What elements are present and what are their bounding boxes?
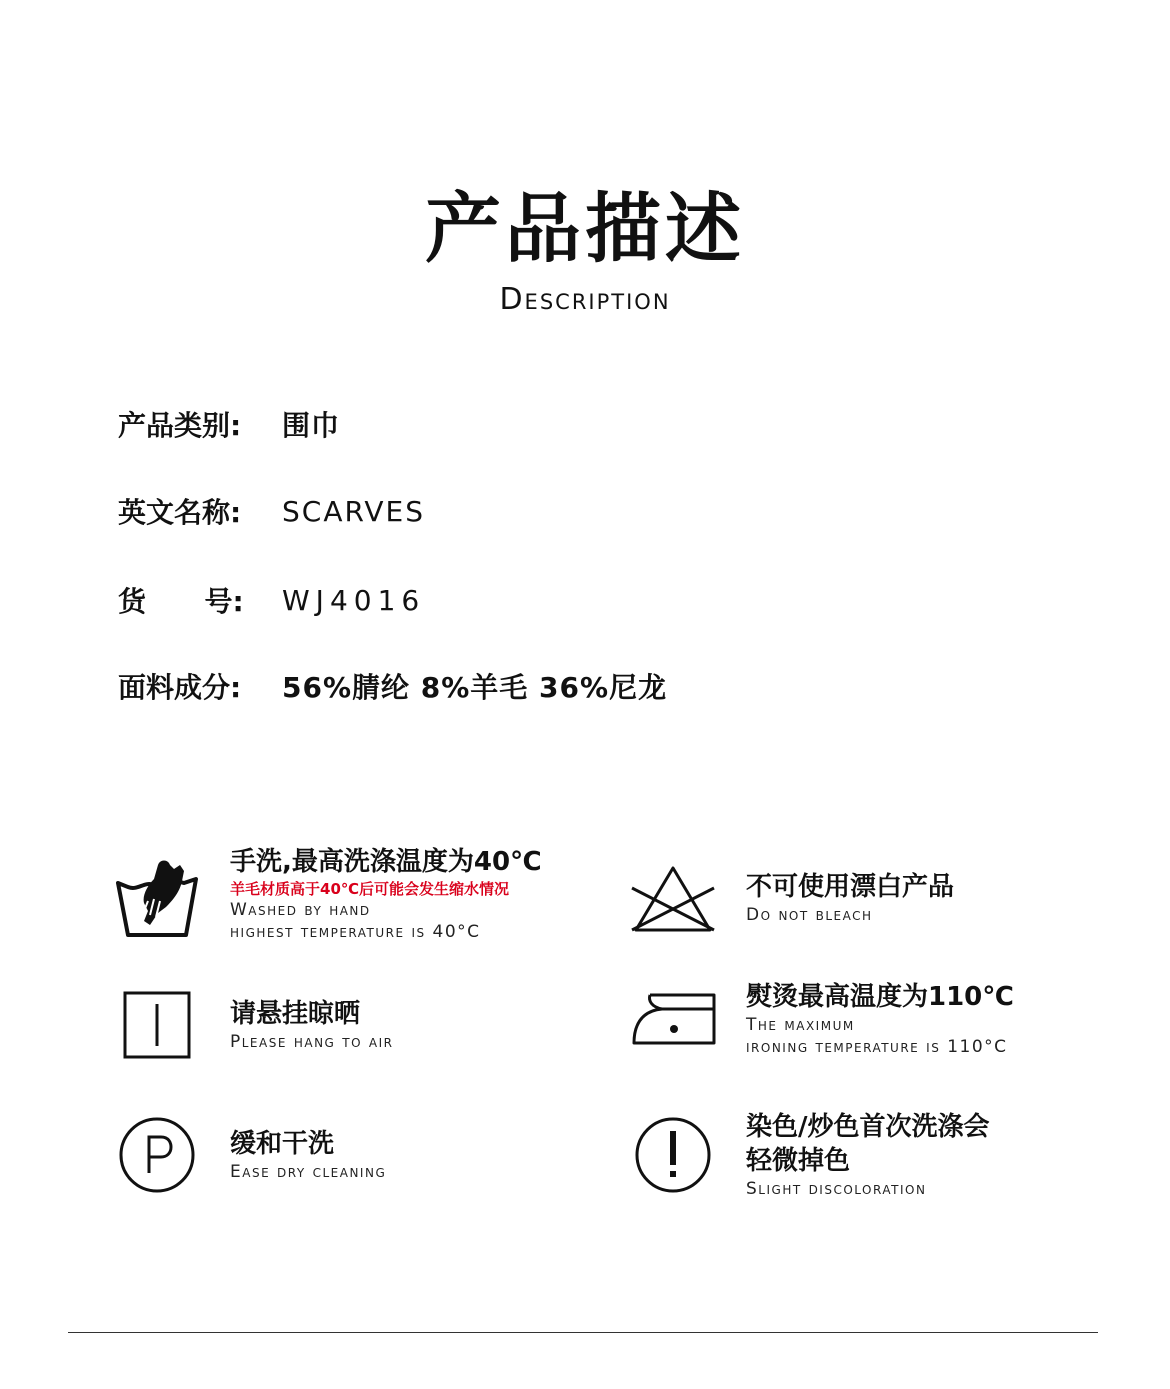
care-en-line1: Please hang to air — [230, 1032, 394, 1052]
spec-label: 货 号: — [118, 585, 244, 618]
spec-value: 围巾 — [282, 409, 341, 442]
care-dry-clean — [112, 1110, 386, 1200]
care-title-line1: 染色/炒色首次洗涤会 — [746, 1112, 990, 1142]
care-en-line2: ironing temperature is 110°C — [746, 1037, 1008, 1057]
spec-fabric — [118, 666, 667, 706]
spec-label: 英文名称: — [118, 496, 242, 529]
care-hang-dry — [112, 980, 394, 1070]
spec-label: 面料成分: — [118, 671, 242, 704]
care-title: 手洗,最高洗涤温度为40℃ — [230, 847, 542, 877]
care-title: 熨烫最高温度为110℃ — [746, 982, 1014, 1012]
hand-wash-icon — [112, 849, 202, 939]
care-en-line2: highest temperature is 40°C — [230, 922, 481, 942]
spec-value: WJ4016 — [282, 583, 426, 617]
iron-icon — [628, 974, 718, 1064]
care-en-line1: Ease dry cleaning — [230, 1162, 387, 1182]
care-title: 不可使用漂白产品 — [746, 872, 955, 902]
care-discoloration — [628, 1110, 990, 1200]
no-bleach-icon — [628, 853, 718, 943]
care-iron — [628, 974, 1014, 1064]
hang-dry-icon — [112, 980, 202, 1070]
spec-value: SCARVES — [282, 494, 426, 528]
care-en-line1: Washed by hand — [230, 900, 371, 920]
care-hand-wash — [112, 845, 542, 943]
page-subtitle: Description — [499, 282, 671, 317]
care-warning: 羊毛材质高于40℃后可能会发生缩水情况 — [230, 880, 510, 898]
spec-category — [118, 404, 340, 444]
care-title-line2: 轻微掉色 — [746, 1146, 851, 1176]
care-en-line1: The maximum — [746, 1015, 855, 1035]
spec-item-number — [118, 580, 425, 620]
care-title: 缓和干洗 — [230, 1129, 335, 1159]
dry-clean-p-icon — [112, 1110, 202, 1200]
care-no-bleach — [628, 853, 954, 943]
page-title: 产品描述 — [425, 184, 745, 273]
care-en-line1: Do not bleach — [746, 905, 873, 925]
bottom-divider — [68, 1332, 1098, 1333]
care-title: 请悬挂晾晒 — [230, 999, 361, 1029]
spec-english-name — [118, 491, 425, 531]
care-en-line1: Slight discoloration — [746, 1179, 927, 1199]
exclamation-icon — [628, 1110, 718, 1200]
spec-value: 56%腈纶 8%羊毛 36%尼龙 — [282, 671, 668, 704]
spec-label: 产品类别: — [118, 409, 242, 442]
